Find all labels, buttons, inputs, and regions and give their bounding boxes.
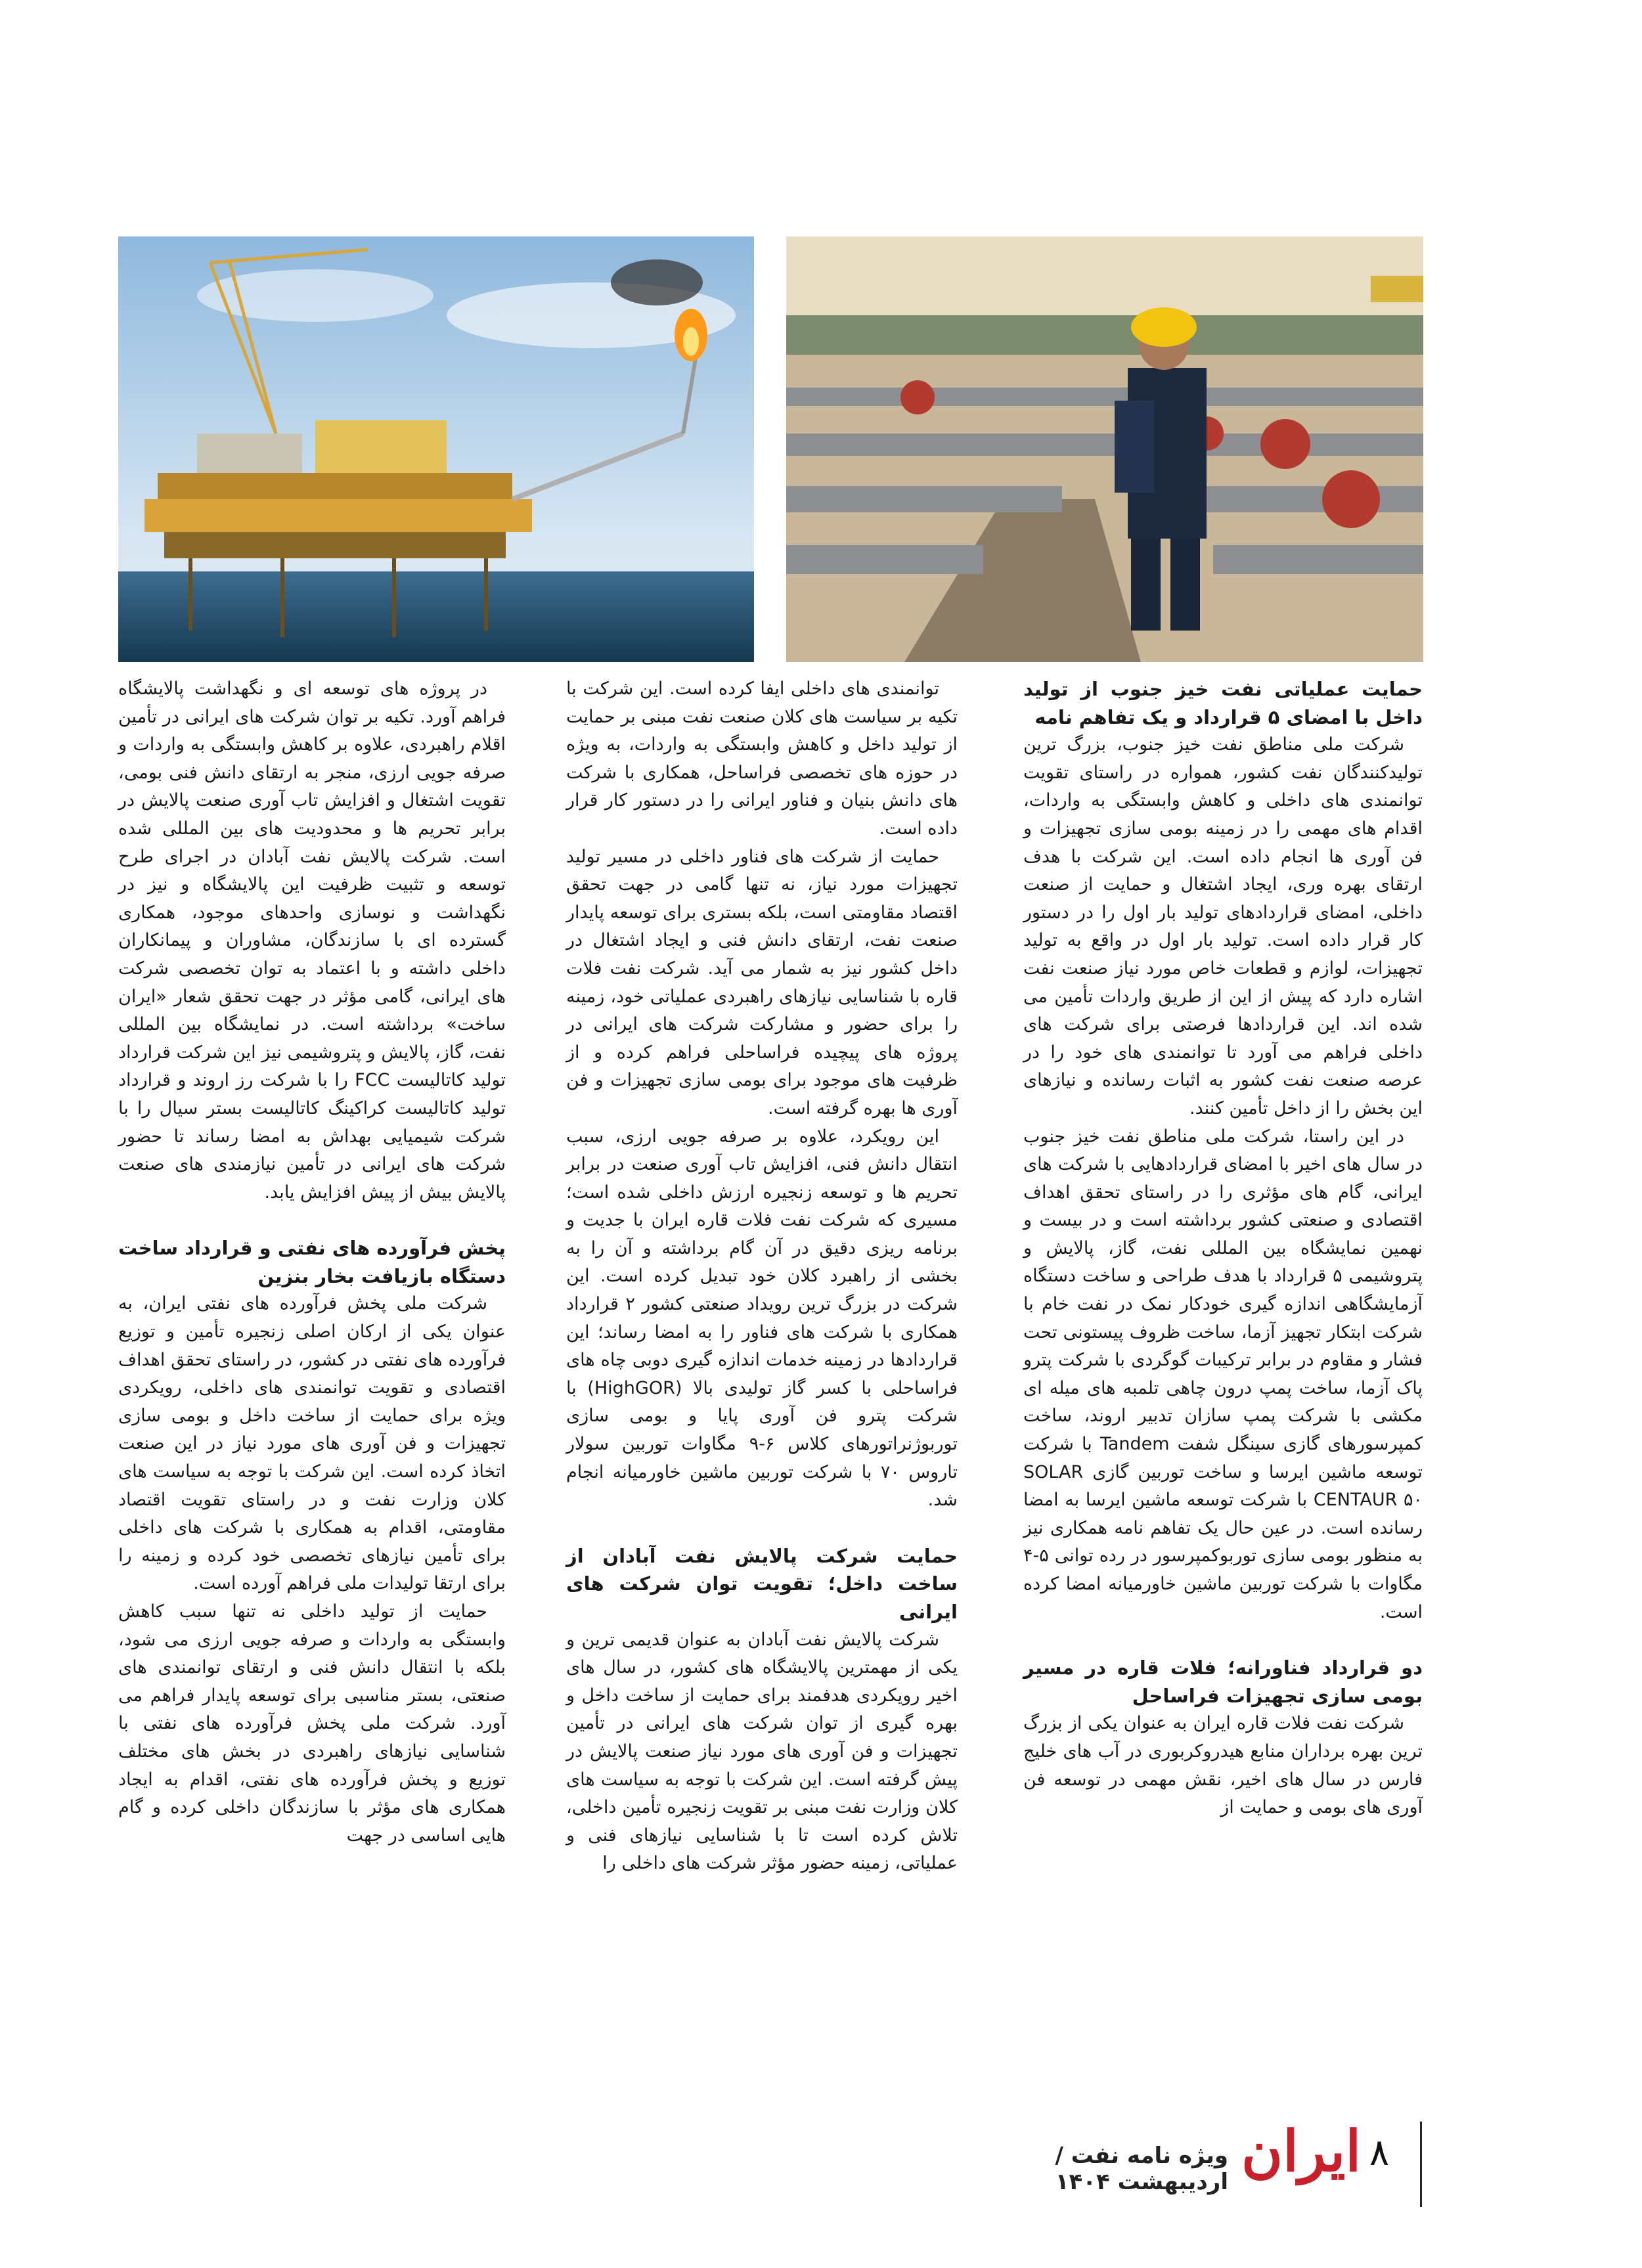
issue-label: ویژه نامه نفت / اردیبهشت ۱۴۰۴ — [1055, 2143, 1228, 2195]
page-number: ۸ — [1369, 2131, 1390, 2174]
paragraph: در پروژه های توسعه ای و نگهداشت پالایشگاه فراهم آورد. تکیه بر توان شرکت های ایرانی در تأمین اقلام راهبردی، علاوه بر کاهش وابستگی به واردات و صرفه جویی ارزی، منجر به ارتقای دانش فنی بومی، تقویت اشتغال و افزایش تاب آوری صنعت پالایش در برابر تحریم ها و محدودیت های بین المللی شده است. شرکت پالایش نفت آبادان در اجرای طرح توسعه و تثبیت ظرفیت این پالایشگاه و نیز در نگهداشت و نوسازی واحدهای موجود، همکاری گسترده ای با سازندگان، مشاوران و پیمانکاران داخلی داشته و با اعتماد به توان تخصصی شرکت های ایرانی، گامی مؤثر در جهت تحقق شعار «ایران ساخت» برداشته است. در نمایشگاه بین المللی نفت، گاز، پالایش و پتروشیمی نیز این شرکت قرارداد تولید کاتالیست FCC را با شرکت رز اروند و قرارداد تولید کاتالیست کراکینگ کاتالیست بستر سیال را با شرکت شیمیایی بهداش به امضا رساند تا حضور شرکت های ایرانی در تأمین نیازمندی های صنعت پالایش بیش از پیش افزایش یابد. — [118, 678, 506, 1203]
paragraph: شرکت نفت فلات قاره ایران به عنوان یکی از بزرگ ترین بهره برداران منابع هیدروکربوری در آب های خلیج فارس در سال های اخیر، نقش مهمی در توسعه فن آوری های بومی و حمایت از — [1023, 1713, 1423, 1818]
paragraph: این رویکرد، علاوه بر صرفه جویی ارزی، سبب انتقال دانش فنی، افزایش تاب آوری صنعت در برابر تحریم ها و توسعه زنجیره ارزش داخلی شده است؛ مسیری که شرکت نفت فلات قاره ایران با جدیت و برنامه ریزی دقیق در آن گام برداشته و آن را به بخشی از راهبرد کلان خود تبدیل کرده است. این شرکت در بزرگ ترین رویداد صنعتی کشور ۲ قرارداد همکاری با شرکت های فناور را به امضا رساند؛ این قراردادها در زمینه خدمات اندازه گیری دوبی چاه های فراساحلی با کسر گاز تولیدی بالا (HighGOR) با شرکت پترو فن آوری پایا و بومی سازی توربوژنراتورهای کلاس ۶-۹ مگاوات توربین سولار تاروس ۷۰ با شرکت توربین ماشین خاورمیانه انجام شد. — [566, 1126, 958, 1511]
paragraph: شرکت پالایش نفت آبادان به عنوان قدیمی ترین و یکی از مهمترین پالایشگاه های کشور، در سال های اخیر رویکردی هدفمند برای حمایت از ساخت داخل و بهره گیری از توان شرکت های ایرانی در تأمین تجهیزات و فن آوری های مورد نیاز صنعت پالایش در پیش گرفته است. این شرکت با توجه به سیاست های کلان وزارت نفت مبنی بر تقویت زنجیره تأمین داخلی، تلاش کرده است تا با شناسایی نیازهای فنی و عملیاتی، زمینه حضور مؤثر شرکت های داخلی را — [566, 1629, 958, 1874]
section-gap — [566, 1515, 958, 1542]
article-column-left — [118, 675, 506, 2074]
paragraph: شرکت ملی مناطق نفت خیز جنوب، بزرگ ترین تولیدکنندگان نفت کشور، همواره در راستای تقویت توانمندی های داخلی و کاهش وابستگی به واردات، اقدام های مهمی را در زمینه بومی سازی تجهیزات و فن آوری ها انجام داده است. این شرکت با هدف ارتقای بهره وری، ایجاد اشتغال و حمایت از صنعت داخلی، امضای قراردادهای تولید بار اول را در دستور کار قرار داده است. تولید بار اول در واقع به تولید تجهیزات، لوازم و قطعات خاص مورد نیاز صنعت نفت اشاره دارد که پیش از این از طریق واردات تأمین می شده اند. این قراردادها فرصتی برای شرکت های داخلی فراهم می آورد تا توانمندی های خود را در عرصه صنعت نفت کشور به اثبات رسانده و نیازهای این بخش را از داخل تأمین کنند. — [1023, 734, 1423, 1119]
pipeline-worker-photo — [786, 236, 1423, 662]
footer-divider — [1420, 2122, 1422, 2207]
iran-logo: ایران — [1241, 2118, 1362, 2185]
paragraph: حمایت از تولید داخلی نه تنها سبب کاهش وابستگی به واردات و صرفه جویی ارزی می شود، بلکه با انتقال دانش فنی و ارتقای توانمندی های صنعتی، بستر مناسبی برای توسعه پایدار فراهم می آورد. شرکت ملی پخش فرآورده های نفتی با شناسایی نیازهای راهبردی در بخش های مختلف توزیع و پخش فرآورده های نفتی، اقدام به ایجاد همکاری های مؤثر با سازندگان داخلی کرده و گام هایی اساسی در جهت — [118, 1601, 506, 1846]
offshore-platform-photo — [118, 236, 754, 662]
section-gap — [1023, 1626, 1423, 1654]
section-heading: حمایت شرکت پالایش نفت آبادان از ساخت داخل؛ تقویت توان شرکت های ایرانی — [566, 1544, 958, 1623]
paragraph: در این راستا، شرکت ملی مناطق نفت خیز جنوب در سال های اخیر با امضای قراردادهایی با شرکت های ایرانی، گام های مؤثری را در راستای تحقق اهداف اقتصادی و صنعتی کشور برداشته است و در بیست و نهمین نمایشگاه بین المللی نفت، گاز، پالایش و پتروشیمی ۵ قرارداد با هدف طراحی و ساخت دستگاه آزمایشگاهی اندازه گیری خودکار نمک در نفت خام با شرکت ابتکار تجهیز آزما، ساخت ظروف پیستونی تحت فشار و مقاوم در برابر ترکیبات گوگردی با شرکت پترو پاک آزما، ساخت پمپ درون چاهی تلمبه های میله ای مکشی با شرکت پمپ سازان تدبیر اروند، ساخت کمپرسورهای گازی سینگل شفت Tandem با شرکت توسعه ماشین ایرسا و ساخت توربین گازی SOLAR CENTAUR ۵۰ با شرکت توسعه ماشین ایرسا به امضا رسانده است. در عین حال یک تفاهم نامه همکاری نیز به منظور بومی سازی توربوکمپرسور در رده توانی ۵-۴ مگاوات با شرکت توربین ماشین خاورمیانه امضا کرده است. — [1023, 1126, 1423, 1622]
section-heading: حمایت عملیاتی نفت خیز جنوب از تولید داخل با امضای ۵ قرارداد و یک تفاهم نامه — [1023, 678, 1423, 728]
article-column-middle — [566, 675, 958, 2074]
section-gap — [118, 1207, 506, 1234]
article-column-right — [1023, 675, 1423, 2074]
section-heading: پخش فرآورده های نفتی و قرارداد ساخت دستگاه بازیافت بخار بنزین — [118, 1237, 506, 1287]
section-heading: دو قرارداد فناورانه؛ فلات قاره در مسیر بومی سازی تجهیزات فراساحل — [1023, 1657, 1423, 1707]
paragraph: توانمندی های داخلی ایفا کرده است. این شرکت با تکیه بر سیاست های کلان صنعت نفت مبنی بر حمایت از تولید داخل و کاهش وابستگی به واردات، به ویژه در حوزه های تخصصی فراساحل، همکاری با شرکت های دانش بنیان و فناور ایرانی را در دستور کار قرار داده است. — [566, 678, 958, 839]
paragraph: شرکت ملی پخش فرآورده های نفتی ایران، به عنوان یکی از ارکان اصلی زنجیره تأمین و توزیع فرآورده های نفتی در کشور، در راستای تحقق اهداف اقتصادی و تقویت توانمندی های داخلی، رویکردی ویژه برای حمایت از ساخت داخل و بومی سازی تجهیزات و فن آوری های مورد نیاز در این صنعت اتخاذ کرده است. این شرکت با توجه به سیاست های کلان وزارت نفت و در راستای تقویت اقتصاد مقاومتی، اقدام به همکاری با شرکت های داخلی برای تأمین نیازهای تخصصی خود کرده و زمینه را برای ارتقا تولیدات ملی فراهم آورده است. — [118, 1293, 506, 1594]
paragraph: حمایت از شرکت های فناور داخلی در مسیر تولید تجهیزات مورد نیاز، نه تنها گامی در جهت تحقق اقتصاد مقاومتی است، بلکه بستری برای توسعه پایدار صنعت نفت، ارتقای دانش فنی و ایجاد اشتغال در داخل کشور نیز به شمار می آید. شرکت نفت فلات قاره با شناسایی نیازهای راهبردی عملیاتی خود، زمینه را برای حضور و مشارکت شرکت های ایرانی در پروژه های پیچیده فراساحلی فراهم کرده و از ظرفیت های موجود برای بومی سازی تجهیزات و فن آوری ها بهره گرفته است. — [566, 846, 958, 1119]
